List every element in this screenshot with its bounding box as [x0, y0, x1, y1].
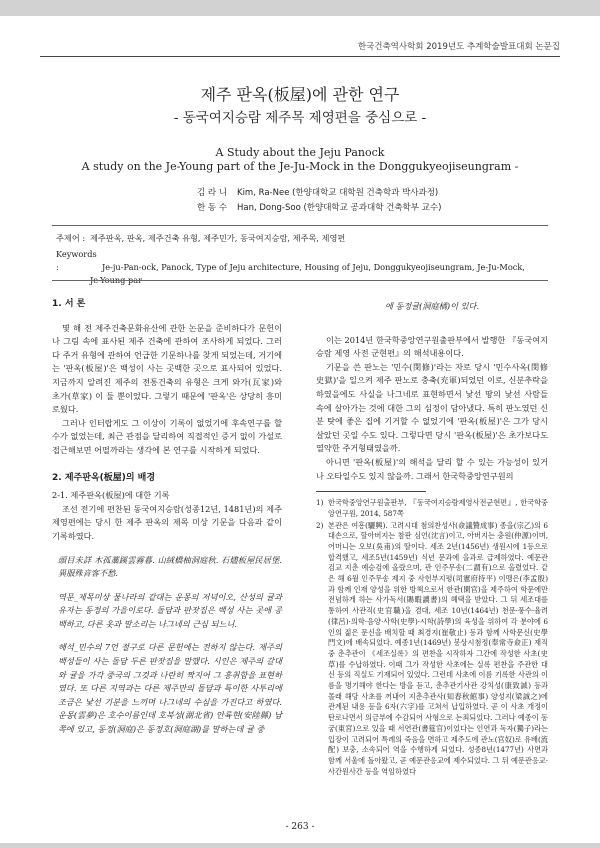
body-paragraph: 그러나 인터랍게도 그 이상이 기록이 없었기에 후속연구를 할 수가 없었는데, 최근 관점을 달리하여 직접적인 증거 없이 가설로 접근해보면 어떨까라는 생각에 본 연구를 시작하게 되었다.: [52, 417, 282, 455]
body-paragraph: 이는 2014년 한국학중앙연구원출판부에서 발행한 『동국여지승람 제영 사전 군현편』의 해석내용이다.: [316, 334, 548, 359]
author-info: Han, Dong-Soo (한양대학교 공과대학 건축학부 교수): [237, 203, 442, 213]
keywords-en-text-cont: Je-Young par: [90, 275, 143, 285]
footnote-number: 2): [316, 520, 324, 530]
top-gray-band: [0, 0, 600, 16]
keywords-ko-text: 제주판옥, 판옥, 제주건축 유형, 제주민가, 동국여지승람, 제주목, 제영편: [90, 233, 346, 243]
body-paragraph: 조선 전기에 편찬된 동국여지승람(성종12년, 1481년)의 제주 제영편에는 당시 한 제주 판옥의 제목 미상 기문을 다음과 같이 기록하였다.: [52, 503, 282, 541]
header-rule: [40, 56, 560, 57]
keywords-top-rule: [52, 225, 548, 226]
footnote-number: 1): [316, 498, 324, 508]
keywords-ko-label: 주제어 :: [56, 233, 86, 243]
author-line: [197, 186, 438, 198]
author-line: [197, 201, 441, 213]
section-heading: 2. 제주판옥(板屋)의 배경: [52, 472, 156, 483]
author-name: 한 동 수: [197, 203, 228, 213]
running-head: 한국건축역사학회 2019년도 추계학술발표대회 논문집: [357, 42, 560, 52]
footnotes: [316, 498, 548, 777]
quotation-block: [52, 554, 282, 737]
keywords-ko: [56, 232, 546, 245]
quote-continuation: 에 동정귤(洞庭橘)이 있다.: [384, 301, 480, 311]
footnote-text: 한국학중앙연구원출판부, 『동국여지승람제영사전군현편』, 한국학중앙연구원, 2014, 587쪽: [328, 498, 548, 518]
page-number: - 263 -: [285, 822, 315, 832]
body-paragraph: 아니면 '판옥(板屋)'의 해석을 달리 할 수 있는 가능성이 있거나 오타일수도 있지 않을까. 그래서 한국학중앙연구원의: [316, 456, 548, 481]
section-heading: 1. 서 론: [52, 299, 86, 309]
english-subtitle: A study on the Je-Young part of the Je-Ju-Mock in the Donggukyeojiseungram -: [81, 160, 519, 173]
keywords-en-text: Je-ju-Pan-ock, Panock, Type of Jeju architecture, Housing of Jeju, Donggukyeojiseungram, Je-Ju-Mock,: [102, 262, 525, 272]
keywords-en-label: Keywords :: [56, 249, 97, 272]
quote-translation: 역문_제목미상 물나라의 같대는 운몽의 저녁이오, 산성의 귤과 유자는 동정의 가을이로다. 돌담과 판잣집은 백성 사는 곳에 공백하고, 다른 옷과 말소리는 나그네의 근심 되느니.: [58, 591, 282, 629]
footnote-rule: [316, 491, 426, 492]
paper-subtitle: - 동국여지승람 제주목 제영편을 중심으로 -: [173, 110, 427, 126]
english-title: A Study about the Jeju Panock: [215, 146, 385, 159]
footnote-text: 본관은 여흥(驪興). 고려시대 첨의찬성사(僉議贊成事) 종을(宗乙)의 6대손으로, 할아버지는 참판 심언(沈言)이고, 아버지는 충원(仲源)이며, 어머니는 오보(吳甫)의 딸이다. 세조 2년(1456년) 생원시에 1등으로 합격했고, 세조5년(1459년) 식년 문과에 을과로 급제하였다. 예문관 검교 지춘 예승검에 올랐으며, 관 인주무송(二謂有)으로 올렸었다. 같은 해 6월 인주무송 제지 중 사헌부지평(司憲府持平) 이맹은(李孟殷)과 함께 인재 양성을 위한 방책으로서 한관(閑官)을 제주하여 학문에만 전념하게 하는 사가독서(賜暇讀書)의 혜택을 받았다. 그 뒤 세조대를 통하여 사관직(史官職)을 겸대, 세조 10년(1464년) 천문·풍수·율려(律呂)·의학·음양·사학(史學)·시학(詩學)의 육성을 위하여 각 분야에 6인의 젊은 문신을 배치할 때 최경지(崔敬止) 등과 함께 사학문신(史學門文)에 배속되었다. 예종1년(1469년) 봉상시첨정(奉常寺僉正) 재직 중 춘추관이 《세조실록》의 편찬을 시작하자 그간에 작성한 사초(史草)를 수납하였다. 이때 그가 작성한 사초에는 실록 편찬을 주관한 대신 등의 직실도 기재되어 있었다. 그런데 사초에 이름 기록한 사관의 이름을 명기해야 한다는 방을 듣고, 춘추관기사관 강치성(康致誠) 등과 몰래 해당 사초를 꺼내어 지춘추관사(知春秋館事) 양성지(梁誠之)에 관계된 내용 등을 6자(六字)를 고쳐서 납입하였다. 곧 이 사초 개정이 탄로나면서 의금부에 수감되어 사형으로 논죄되었다. 그러나 예종이 동궁(東宮)으로 있을 때 서연관(書筵官)이었다는 인연과 독자(獨子)라는 입장이 고려되어 특례의 죽음을 면하고 제주도에 관노(官奴)로 유배(流配) 보충, 소속되어 역을 수행하게 되었다. 성종8년(1477년) 사면과 함께 서울에 돌아왔고, 곧 예문관응교에 제수되었다. 그 뒤 예문관응교·사간원사간 등을 역임하였다: [328, 520, 548, 776]
footnote: [316, 521, 548, 778]
quote-commentary: 해석_민수의 7언 절구로 다른 문헌에는 전하지 않는다. 제주의 백성들이 사는 돌담 두른 판잣집을 말했다. 시인은 제주의 갈대와 귤을 가각 중국의 그것과 나란히 짝지어 그 흥취함을 표현하였다. 또 다른 지역과는 다른 제주만의 돌담과 특이한 사투리에 조금은 낯선 기분을 느끼며 나그네의 수심을 가진다고 하였다. 운몽(雲夢)은 호수이름인데 호북성(湖北省) 안륙현(安陸縣) 남쪽에 있고, 동정(洞庭)은 동정호(洞庭湖)를 말하는데 귤 중: [58, 642, 282, 735]
subsection-heading: 2-1. 제주판옥(板屋)에 대한 기록: [52, 490, 170, 501]
body-paragraph: 몇 해 전 제주건축문화유산에 관한 논문을 준비하다가 문헌이나 그림 속에 표사된 제주 건축에 관하여 조사하게 되었다. 그러다 주거 유형에 관하여 언급한 기문하나를 찾게 되었는데, 거기에는 '판옥(板屋)'은 백성이 사는 곳백한 곳으로 표사되어 있었다. 지금까지 알려진 제주의 전통건축의 유형은 크게 와가(瓦家)와 초가(草家) 이 둘 뿐이었다. 그렇기 때문에 '판옥'은 상당히 흥미로웠다.: [52, 322, 282, 415]
keywords-en: [56, 248, 546, 287]
body-paragraph: 기문을 쓴 판노는 '민수(閔修)'라는 자로 당시 '민수사옥(閔修史獄)'을 일으켜 제주 판노로 충축(充軍)되었던 이로, 신분추락을 하였을에도 사실을 나그네로 표현하면서 낯선 땅의 낯선 사람들 속에 살아가는 것에 대한 그의 심정이 담아냈다. 특히 판노였던 신분 탓에 좋은 집에 기거할 수 없었기에 '판옥(板屋)'은 그가 당시 살았던 곳일 수도 있다. 그렇다면 당시 '판옥(板屋)'은 초가보다도 열약한 주거형태였을까.: [316, 361, 548, 454]
quote-original: 頭目未詳 木孤藁蹊雲霧暮. 山絨橋柚洞庭秋. 石燼板屋民居堡. 異服殊音客不愁.: [58, 554, 282, 579]
author-info: Kim, Ra-Nee (한양대학교 대학원 건축학과 박사과정): [237, 188, 439, 198]
footnote: [316, 498, 548, 519]
bottom-gray-band: [0, 843, 600, 848]
author-name: 김 라 니: [197, 188, 228, 198]
left-column: [52, 298, 282, 737]
paper-title: 제주 판옥(板屋)에 관한 연구: [200, 85, 400, 104]
keywords-bottom-rule: [52, 280, 548, 281]
right-column: [316, 300, 548, 778]
